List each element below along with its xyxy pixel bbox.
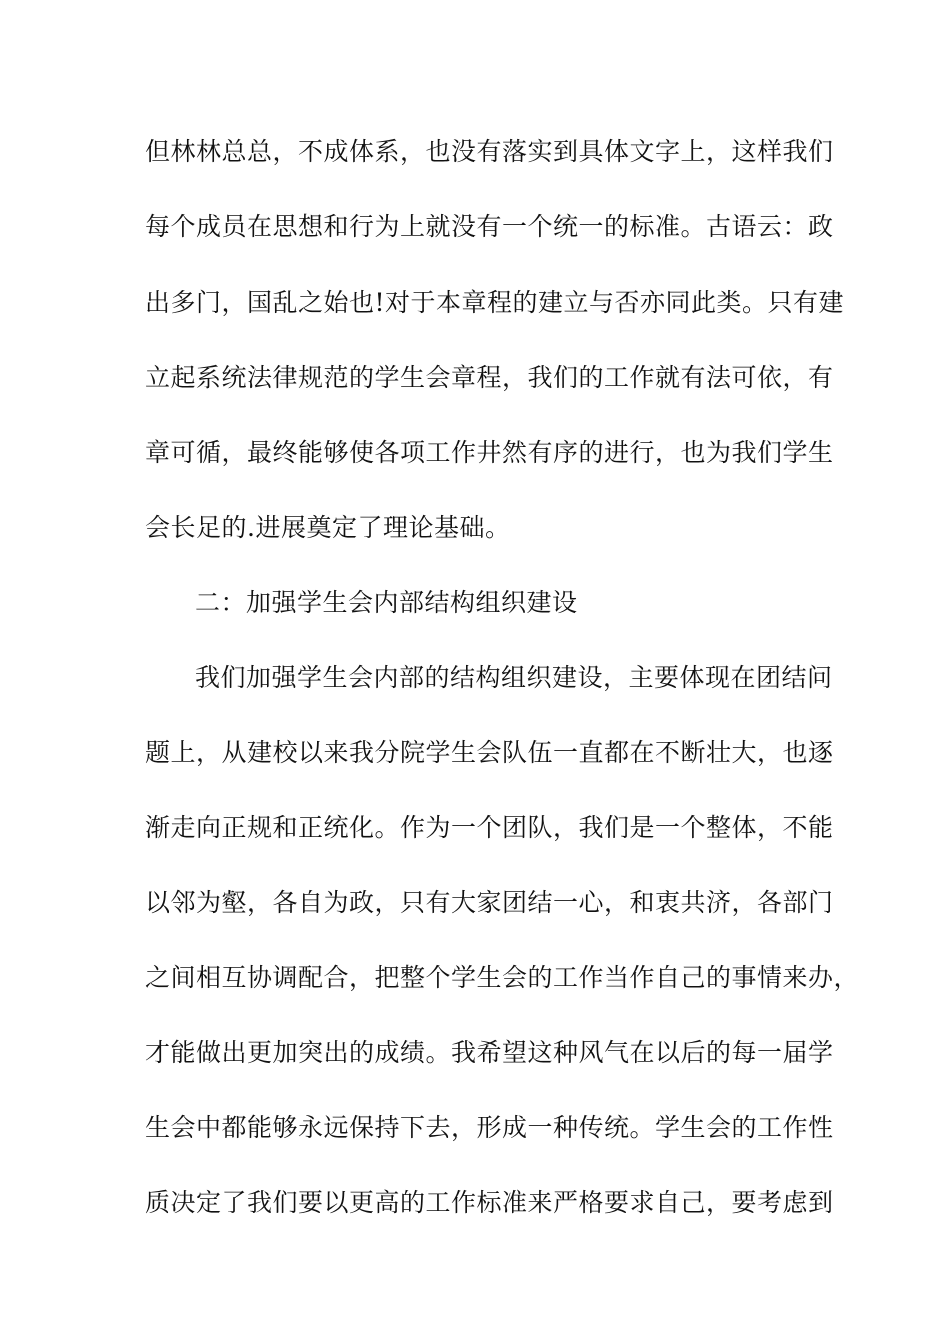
paragraph-line: 质决定了我们要以更高的工作标准来严格要求自己，要考虑到 <box>145 1188 834 1217</box>
section-heading: 二：加强学生会内部结构组织建设 <box>195 588 578 617</box>
paragraph-line: 生会中都能够永远保持下去，形成一种传统。学生会的工作性 <box>145 1113 834 1142</box>
paragraph-line: 会长足的.进展奠定了理论基础。 <box>145 513 511 542</box>
paragraph-line: 才能做出更加突出的成绩。我希望这种风气在以后的每一届学 <box>145 1038 834 1067</box>
paragraph-line: 出多门，国乱之始也!对于本章程的建立与否亦同此类。只有建 <box>145 288 845 317</box>
paragraph-line: 但林林总总，不成体系，也没有落实到具体文字上，这样我们 <box>145 137 834 166</box>
paragraph-line: 章可循，最终能够使各项工作井然有序的进行，也为我们学生 <box>145 438 834 467</box>
paragraph-line: 之间相互协调配合，把整个学生会的工作当作自己的事情来办， <box>145 963 860 992</box>
paragraph-line: 题上，从建校以来我分院学生会队伍一直都在不断壮大，也逐 <box>145 738 834 767</box>
paragraph-line: 以邻为壑，各自为政，只有大家团结一心，和衷共济，各部门 <box>145 888 834 917</box>
paragraph-line: 每个成员在思想和行为上就没有一个统一的标准。古语云：政 <box>145 212 834 241</box>
paragraph-line: 我们加强学生会内部的结构组织建设，主要体现在团结问 <box>195 663 833 692</box>
paragraph-line: 渐走向正规和正统化。作为一个团队，我们是一个整体，不能 <box>145 813 834 842</box>
paragraph-line: 立起系统法律规范的学生会章程，我们的工作就有法可依，有 <box>145 363 834 392</box>
